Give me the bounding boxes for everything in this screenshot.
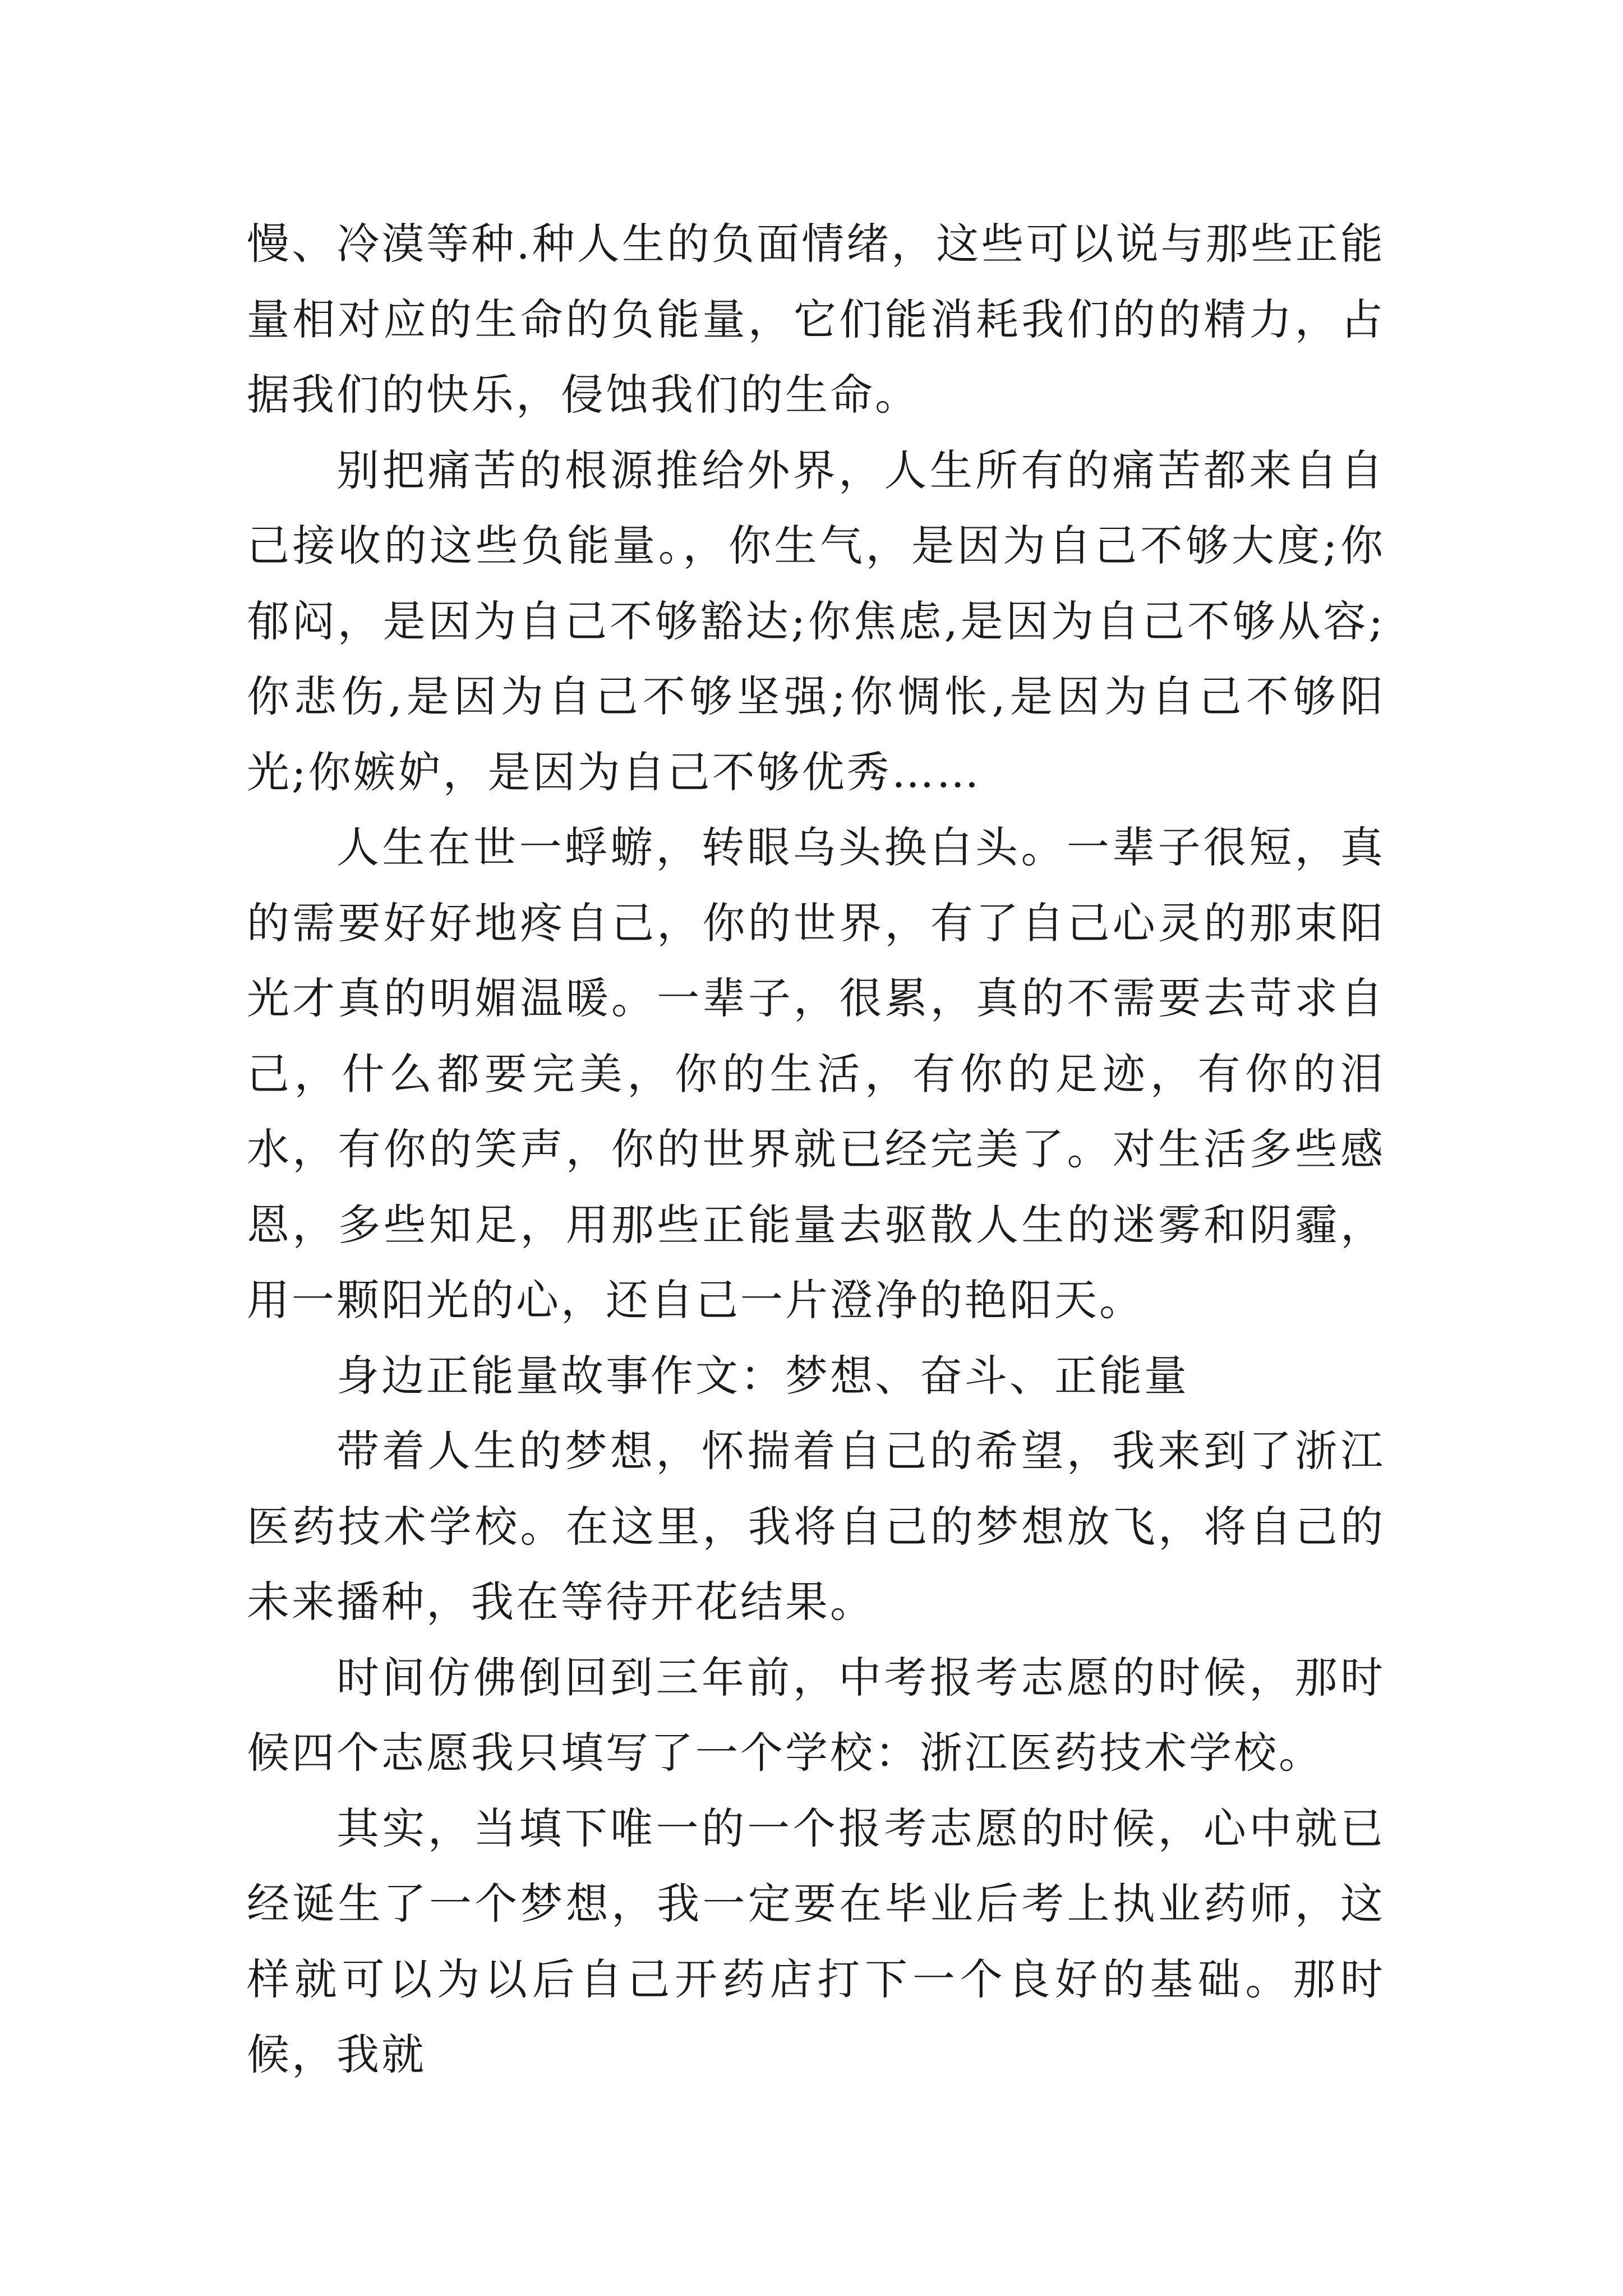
paragraph-dream-school: 带着人生的梦想，怀揣着自己的希望，我来到了浙江医药技术学校。在这里，我将自己的梦想放飞，将自己的未来播种，我在等待开花结果。 [247,1426,1385,1627]
paragraph-life-short: 人生在世一蜉蝣，转眼乌头换白头。一辈子很短，真的需要好好地疼自己，你的世界，有了自己心灵的那束阳光才真的明媚温暖。一辈子，很累，真的不需要去苛求自己，什么都要完美，你的生活，有你的足迹，有你的泪水，有你的笑声，你的世界就已经完美了。对生活多些感恩，多些知足，用那些正能量去驱散人生的迷雾和阴霾，用一颗阳光的心，还自己一片澄净的艳阳天。 [247,822,1385,1325]
body-text [247,206,1385,2093]
paragraph-continuation: 慢、冷漠等种.种人生的负面情绪，这些可以说与那些正能量相对应的生命的负能量，它们能消耗我们的的精力，占据我们的快乐，侵蚀我们的生命。 [247,219,1385,420]
section-heading: 身边正能量故事作文：梦想、奋斗、正能量 [336,1350,1189,1401]
paragraph-negative-energy: 别把痛苦的根源推给外界，人生所有的痛苦都来自自己接收的这些负能量。，你生气，是因为自己不够大度;你郁闷，是因为自己不够豁达;你焦虑,是因为自己不够从容;你悲伤,是因为自己不够坚强;你惆怅,是因为自己不够阳光;你嫉妒，是因为自己不够优秀…… [247,445,1385,797]
paragraph-three-years-ago: 时间仿佛倒回到三年前，中考报考志愿的时候，那时候四个志愿我只填写了一个学校：浙江医药技术学校。 [247,1652,1385,1778]
paragraph-pharmacist-dream: 其实，当填下唯一的一个报考志愿的时候，心中就已经诞生了一个梦想，我一定要在毕业后考上执业药师，这样就可以为以后自己开药店打下一个良好的基础。那时候，我就 [247,1803,1385,2079]
